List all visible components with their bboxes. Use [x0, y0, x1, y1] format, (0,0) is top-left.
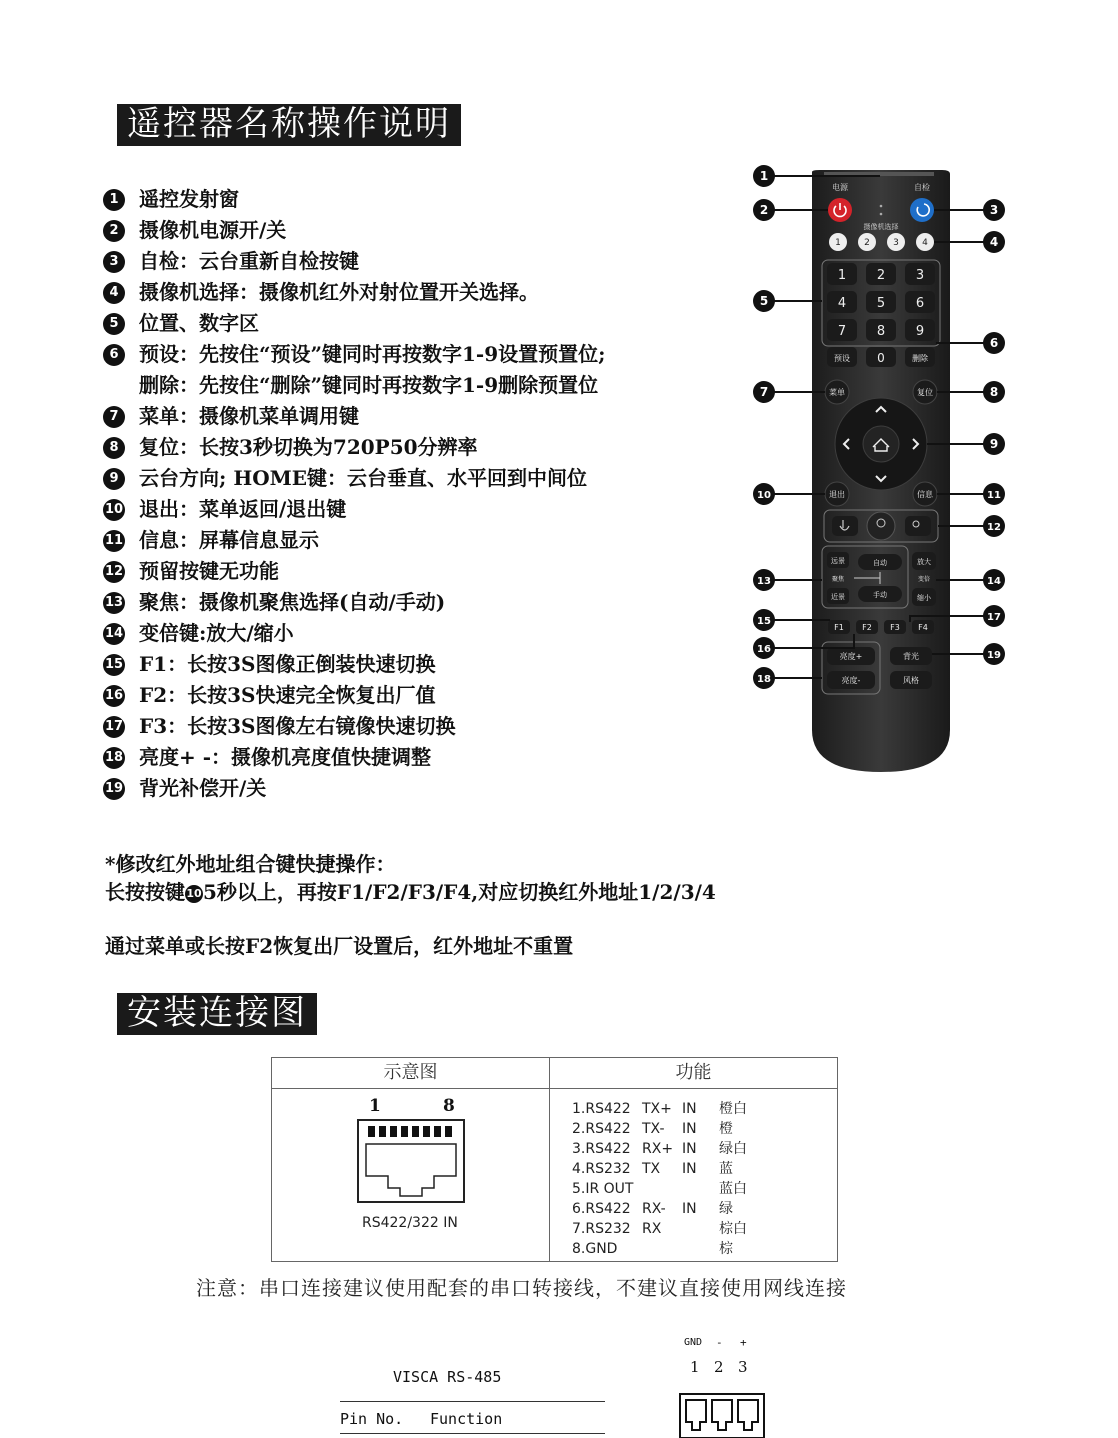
- list-item: [103, 587, 743, 618]
- list-item: [103, 742, 743, 773]
- list-item: [103, 370, 743, 401]
- item-number: 11: [103, 530, 125, 552]
- item-text: 菜单：摄像机菜单调用键: [139, 404, 359, 428]
- backlight-label: 背光: [903, 652, 919, 661]
- callout-label: 5: [759, 294, 769, 308]
- item-text: 退出：菜单返回/退出键: [139, 497, 347, 521]
- cam-key-label: 2: [864, 238, 870, 248]
- item-text: 遥控发射窗: [139, 187, 239, 211]
- digit-label: 2: [876, 268, 886, 283]
- item-number: 9: [103, 468, 125, 490]
- home-button[interactable]: [863, 426, 899, 462]
- list-item: [103, 184, 743, 215]
- visca-title: VISCA RS-485: [393, 1368, 502, 1386]
- cam-select-label: 摄像机选择: [863, 223, 899, 231]
- far-label: 远景: [831, 557, 845, 565]
- digit-label: 1: [837, 268, 847, 283]
- pin-row: 4.RS232 TX IN 蓝: [572, 1161, 733, 1177]
- item-text: 自检：云台重新自检按键: [139, 249, 359, 273]
- rj45-port-icon: [356, 1118, 466, 1204]
- section-title-remote: 遥控器名称操作说明: [117, 104, 461, 146]
- focus-label: 聚焦: [831, 576, 845, 583]
- f-key-label: F2: [862, 623, 872, 632]
- power-label: 电源: [832, 183, 848, 192]
- item-text: 摄像机电源开/关: [139, 218, 287, 242]
- pin-row: 1.RS422 TX+ IN 橙白: [572, 1101, 747, 1117]
- ir-note-heading: *修改红外地址组合键快捷操作：: [105, 852, 396, 876]
- item-number: 19: [103, 778, 125, 800]
- item-number: 7: [103, 406, 125, 428]
- item-text: F3：长按3S图像左右镜像快速切换: [139, 714, 456, 738]
- led-dot: [880, 213, 883, 216]
- list-item: [103, 432, 743, 463]
- callout-label: 7: [759, 385, 769, 399]
- pin-row: 7.RS232 RX 棕白: [572, 1221, 747, 1237]
- visca-pin-no-header: Pin No.: [340, 1410, 404, 1428]
- terminal-num-2: 2: [714, 1358, 724, 1376]
- item-text: 摄像机选择：摄像机红外对射位置开关选择。: [139, 280, 539, 304]
- table-header-diagram: 示意图: [383, 1062, 438, 1083]
- section-title-install: 安装连接图: [117, 993, 317, 1035]
- connection-table: [271, 1057, 838, 1262]
- callout-label: 4: [989, 235, 999, 249]
- manual-label: 手动: [873, 591, 887, 599]
- digit-label: 4: [837, 296, 847, 311]
- reserved-key-mic[interactable]: [832, 516, 858, 536]
- digit-label: 9: [915, 324, 925, 339]
- ir-note-suffix: 5秒以上，再按F1/F2/F3/F4,对应切换红外地址1/2/3/4: [203, 880, 716, 904]
- item-text: F1：长按3S图像正倒装快速切换: [139, 652, 436, 676]
- style-label: 风格: [903, 676, 919, 685]
- item-number: 15: [103, 654, 125, 676]
- list-item: [103, 401, 743, 432]
- callout-label: 18: [757, 674, 771, 685]
- list-item: [103, 556, 743, 587]
- f-key-label: F1: [834, 623, 844, 632]
- led-dot: [880, 205, 883, 208]
- callout-label: 8: [989, 385, 999, 399]
- item-number: 6: [103, 344, 125, 366]
- item-text: 复位：长按3秒切换为720P50分辨率: [139, 435, 478, 459]
- list-item: [103, 308, 743, 339]
- visca-rule-top: [340, 1401, 605, 1402]
- pin-left-label: 1: [369, 1096, 381, 1116]
- callout-label: 16: [757, 644, 771, 655]
- bright-up-label: 亮度+: [839, 652, 863, 661]
- item-number: 4: [103, 282, 125, 304]
- list-item: [103, 215, 743, 246]
- item-text: 预留按键无功能: [139, 559, 279, 583]
- item-number: 18: [103, 747, 125, 769]
- near-label: 近景: [831, 593, 845, 601]
- list-item: [103, 649, 743, 680]
- callout-label: 12: [987, 522, 1001, 533]
- callout-label: 3: [989, 203, 999, 217]
- delete-label: 删除: [912, 354, 928, 363]
- list-item: [103, 494, 743, 525]
- pin-row: 2.RS422 TX- IN 橙: [572, 1121, 733, 1137]
- auto-label: 自动: [873, 559, 887, 567]
- terminal-gnd-label: GND: [684, 1337, 703, 1348]
- list-item: [103, 463, 743, 494]
- callout-label: 6: [989, 336, 999, 350]
- item-number: 8: [103, 437, 125, 459]
- callout-label: 17: [987, 612, 1001, 623]
- ir-note-instruction: [105, 876, 716, 905]
- item-number: 10: [103, 499, 125, 521]
- callout-label: 2: [759, 203, 769, 217]
- pin-right-label: 8: [443, 1096, 455, 1116]
- item-text: 预设：先按住“预设”键同时再按数字1-9设置预置位;: [139, 342, 606, 366]
- item-text: 亮度+ -：摄像机亮度值快捷调整: [139, 745, 432, 769]
- table-header-function: 功能: [675, 1062, 712, 1083]
- terminal-num-1: 1: [690, 1358, 700, 1376]
- f-key-label: F4: [918, 623, 928, 632]
- callout-label: 14: [987, 576, 1001, 587]
- item-number: 12: [103, 561, 125, 583]
- digit-label: 3: [915, 268, 925, 283]
- callout-label: 15: [757, 616, 771, 627]
- item-number: 13: [103, 592, 125, 614]
- table-divider-h: [272, 1088, 837, 1089]
- zero-label: 0: [877, 351, 885, 365]
- callout-label: 1: [759, 169, 769, 183]
- cam-key-label: 4: [922, 238, 928, 248]
- item-text: 背光补偿开/关: [139, 776, 267, 800]
- item-text: 信息：屏幕信息显示: [139, 528, 319, 552]
- list-item: [103, 680, 743, 711]
- item-number: 1: [103, 189, 125, 211]
- item-number: 17: [103, 716, 125, 738]
- serial-cable-note: 注意：串口连接建议使用配套的串口转接线，不建议直接使用网线连接: [196, 1276, 847, 1300]
- table-divider-v: [549, 1058, 550, 1261]
- zoom-in-label: 放大: [917, 558, 931, 566]
- item-text: 变倍键:放大/缩小: [139, 621, 294, 645]
- ir-note-prefix: 长按按键: [105, 880, 185, 904]
- list-item: [103, 277, 743, 308]
- callout-label: 10: [757, 490, 771, 501]
- terminal-plus-label: +: [740, 1336, 747, 1349]
- item-number: 5: [103, 313, 125, 335]
- item-text: 删除：先按住“删除”键同时再按数字1-9删除预置位: [139, 373, 599, 397]
- pin-row: 6.RS422 RX- IN 绿: [572, 1201, 733, 1217]
- item-number: 3: [103, 251, 125, 273]
- list-item: [103, 525, 743, 556]
- ir-note-key-number: 10: [185, 885, 203, 903]
- selfcheck-button[interactable]: [910, 198, 934, 222]
- exit-label: 退出: [829, 490, 845, 499]
- ir-note-reset: 通过菜单或长按F2恢复出厂设置后，红外地址不重置: [105, 934, 574, 958]
- list-item: [103, 246, 743, 277]
- pin-row: 5.IR OUT 蓝白: [572, 1181, 747, 1197]
- callout-label: 13: [757, 576, 771, 587]
- item-number: 14: [103, 623, 125, 645]
- pin-row: 3.RS422 RX+ IN 绿白: [572, 1141, 747, 1157]
- visca-rule-bottom: [340, 1433, 605, 1434]
- preset-label: 预设: [834, 354, 850, 363]
- bright-down-label: 亮度-: [841, 676, 861, 685]
- list-item: [103, 339, 743, 370]
- cam-key-label: 1: [835, 238, 841, 248]
- remote-control-illustration: [750, 160, 1110, 780]
- item-text: 聚焦：摄像机聚焦选择(自动/手动): [139, 590, 446, 614]
- visca-function-header: Function: [430, 1410, 503, 1428]
- list-item: [103, 711, 743, 742]
- selfcheck-label: 自检: [914, 183, 930, 192]
- digit-label: 5: [876, 296, 886, 311]
- port-label: RS422/322 IN: [362, 1215, 458, 1231]
- callout-label: 19: [987, 650, 1001, 661]
- terminal-num-3: 3: [738, 1358, 748, 1376]
- reserved-key-track[interactable]: [867, 512, 895, 540]
- info-label: 信息: [917, 490, 933, 499]
- item-text: 云台方向; HOME键：云台垂直、水平回到中间位: [139, 466, 588, 490]
- digit-label: 8: [876, 324, 886, 339]
- digit-label: 6: [915, 296, 925, 311]
- pin-row: 8.GND 棕: [572, 1241, 733, 1257]
- cam-key-label: 3: [893, 238, 899, 248]
- callout-label: 9: [989, 437, 999, 451]
- menu-label: 菜单: [829, 388, 845, 397]
- item-text: F2：长按3S快速完全恢复出厂值: [139, 683, 436, 707]
- item-number: 2: [103, 220, 125, 242]
- item-number: 16: [103, 685, 125, 707]
- callout-label: 11: [987, 490, 1001, 501]
- digit-label: 7: [837, 324, 847, 339]
- reset-label: 复位: [917, 388, 933, 397]
- list-item: [103, 618, 743, 649]
- terminal-block-icon: [678, 1392, 766, 1438]
- remote-instructions-list: [103, 184, 743, 804]
- zoom-label: 变倍: [917, 576, 931, 583]
- zoom-out-label: 缩小: [917, 594, 931, 602]
- f-key-label: F3: [890, 623, 900, 632]
- terminal-minus-label: -: [716, 1336, 723, 1349]
- item-text: 位置、数字区: [139, 311, 259, 335]
- list-item: [103, 773, 743, 804]
